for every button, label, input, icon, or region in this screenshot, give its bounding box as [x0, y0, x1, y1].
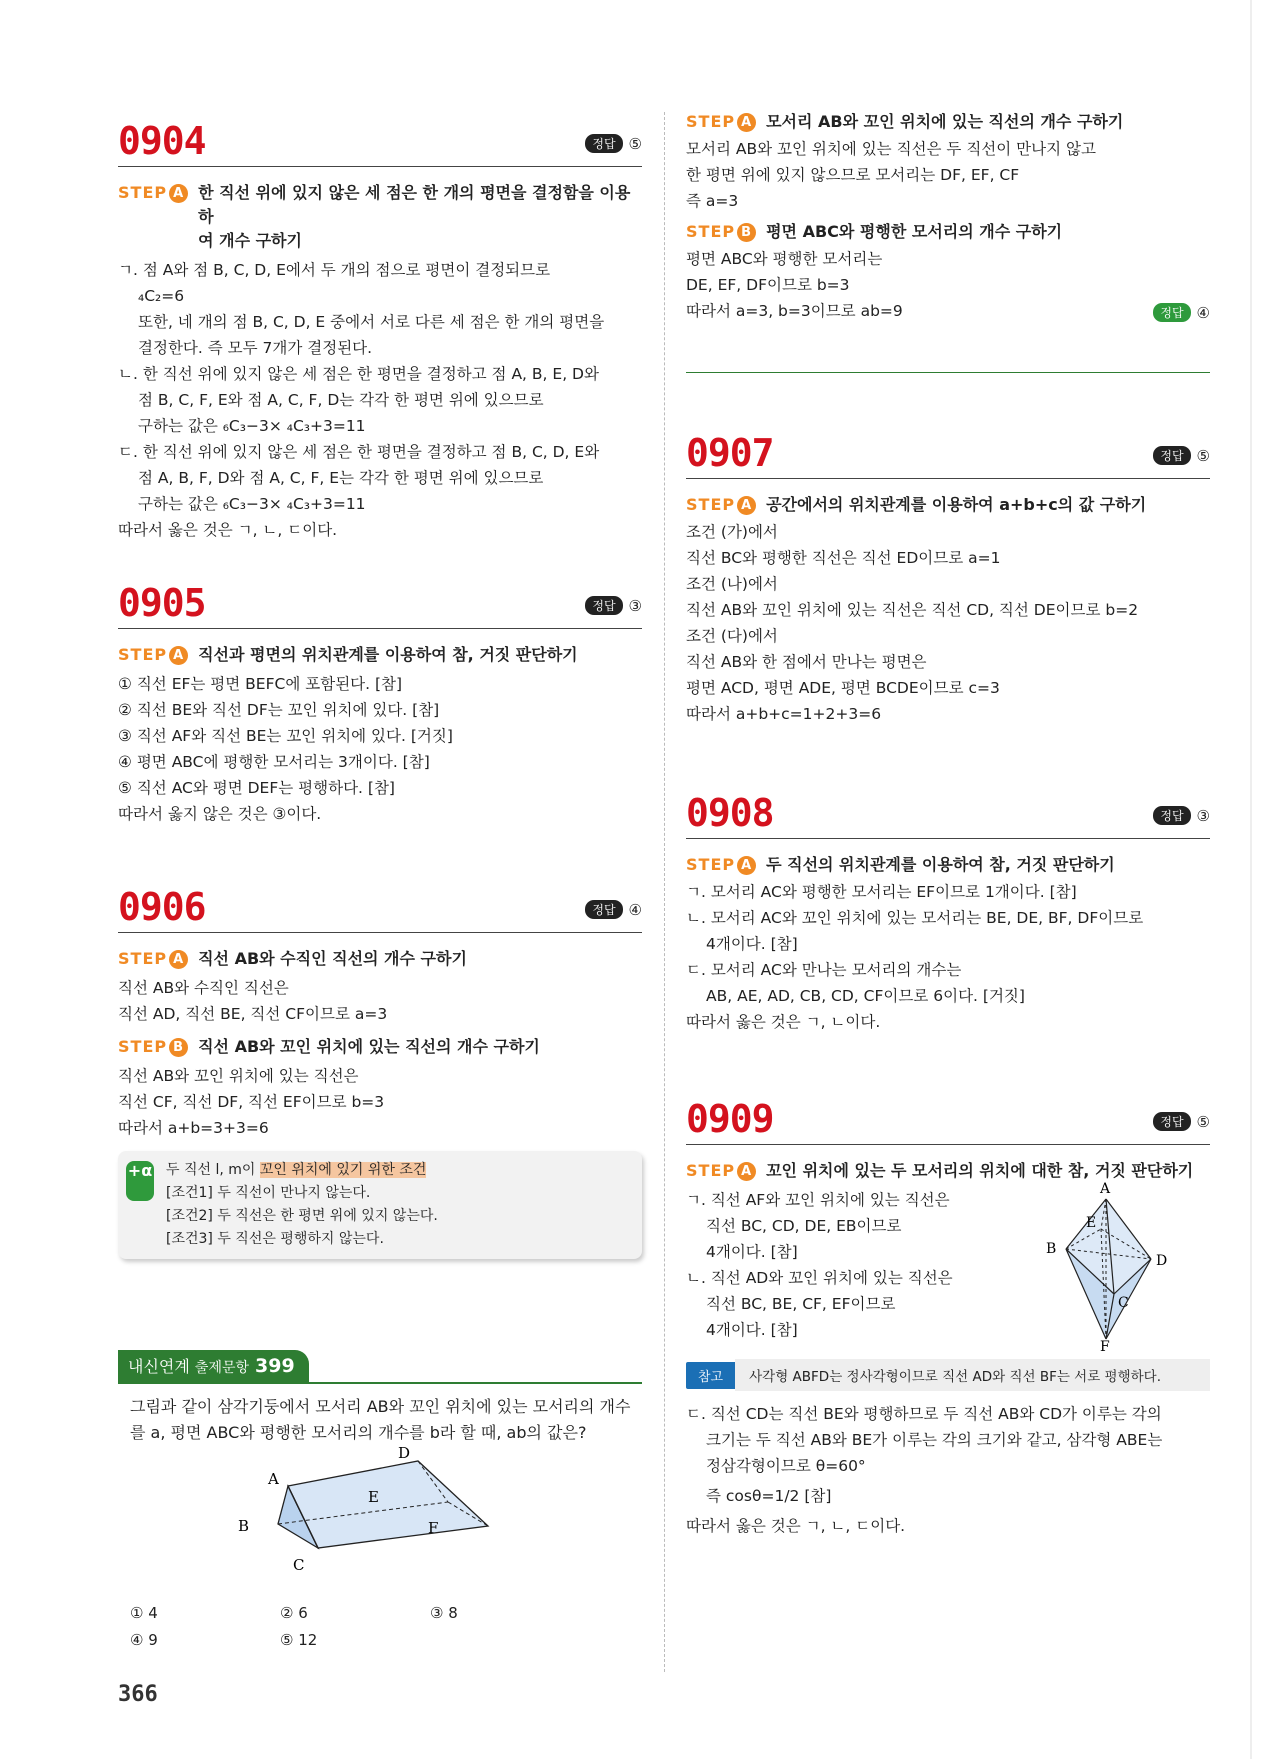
step-letter: A [737, 496, 756, 515]
solution-line: ㄱ. 모서리 AC와 평행한 모서리는 EF이므로 1개이다. [참] [686, 883, 1077, 901]
step-a [118, 643, 642, 667]
solution-line: ㄴ. 모서리 AC와 꼬인 위치에 있는 모서리는 BE, DE, BF, DF이므로 [686, 909, 1144, 927]
step-b [118, 1035, 642, 1059]
vertex-label: D [1156, 1253, 1168, 1269]
solution-line: ㄱ. 점 A와 점 B, C, D, E에서 두 개의 점으로 평면이 결정되므로 [118, 261, 551, 279]
solution-body [686, 1181, 1210, 1351]
solution-line: 즉 a=3 [686, 192, 739, 210]
answer-value: ③ [628, 596, 642, 615]
vertex-label: B [1046, 1241, 1057, 1257]
naesin-problem [118, 1350, 642, 1654]
problem-0909 [686, 1096, 1210, 1539]
step-title: 꼬인 위치에 있는 두 모서리의 위치에 대한 참, 거짓 판단하기 [766, 1161, 1194, 1180]
solution-line: 평면 ACD, 평면 ADE, 평면 BCDE이므로 c=3 [686, 679, 1000, 697]
step-a [686, 853, 1210, 877]
choice[interactable]: ① 4 [130, 1604, 158, 1622]
solution-line: 점 B, C, F, E와 점 A, C, F, D는 각각 한 평면 위에 있으므로 [138, 391, 544, 409]
solution-line: 직선 BC와 평행한 직선은 직선 ED이므로 a=1 [686, 549, 1001, 567]
solution-line: DE, EF, DF이므로 b=3 [686, 276, 850, 294]
answer [585, 596, 642, 615]
answer-badge: 정답 [585, 596, 622, 615]
step-letter: A [169, 184, 188, 203]
tip-box [118, 1151, 642, 1259]
vertex-label: F [1100, 1339, 1110, 1351]
answer [585, 134, 642, 153]
step-tag: STEP A [686, 1159, 756, 1183]
solution-line: 따라서 a+b=3+3=6 [118, 1119, 269, 1137]
answer [1153, 446, 1210, 465]
solution-line: 직선 AD, 직선 BE, 직선 CF이므로 a=3 [118, 1005, 388, 1023]
choice[interactable]: ⑤ 12 [280, 1631, 318, 1649]
solution-line: 직선 BC, BE, CF, EF이므로 [706, 1295, 896, 1313]
solution-line: 따라서 옳은 것은 ㄱ, ㄴ이다. [686, 1013, 881, 1031]
step-letter: A [737, 856, 756, 875]
problem-number: 0907 [686, 431, 774, 475]
octahedron-figure [1006, 1179, 1196, 1351]
step-letter: A [169, 646, 188, 665]
answer [585, 900, 642, 919]
step-title: 평면 ABC와 평행한 모서리의 개수 구하기 [766, 222, 1063, 241]
solution-line: AB, AE, AD, CB, CD, CF이므로 6이다. [거짓] [706, 987, 1025, 1005]
step-title: 모서리 AB와 꼬인 위치에 있는 직선의 개수 구하기 [766, 112, 1124, 131]
solution-line: ② 직선 BE와 직선 DF는 꼬인 위치에 있다. [참] [118, 701, 440, 719]
step-tag: STEP A [686, 493, 756, 517]
answer-badge: 정답 [585, 134, 622, 153]
solution-line: 평면 ABC와 평행한 모서리는 [686, 250, 883, 268]
solution-body [118, 975, 642, 1027]
solution-line: ㄷ. 직선 CD는 직선 BE와 평행하므로 두 직선 AB와 CD가 이루는 각의 [686, 1405, 1162, 1423]
solution-body [686, 136, 1210, 214]
naesin-header [118, 1350, 642, 1384]
solution-line: 크기는 두 직선 AB와 BE가 이루는 각의 크기와 같고, 삼각형 ABE는 [706, 1431, 1163, 1449]
step-title: 공간에서의 위치관계를 이용하여 a+b+c의 값 구하기 [766, 495, 1147, 514]
solution-line: ③ 직선 AF와 직선 BE는 꼬인 위치에 있다. [거짓] [118, 727, 453, 745]
solution-line: 모서리 AB와 꼬인 위치에 있는 직선은 두 직선이 만나지 않고 [686, 140, 1096, 158]
solution-body [118, 671, 642, 827]
tip-highlight: 꼬인 위치에 있기 위한 조건 [259, 1162, 427, 1178]
solution-body [686, 519, 1210, 727]
answer-badge: 정답 [1153, 303, 1190, 322]
problem-header [118, 884, 642, 933]
choice[interactable]: ② 6 [280, 1604, 308, 1622]
page-edge [1250, 0, 1252, 1759]
answer-value: ⑤ [1196, 1112, 1210, 1131]
choice[interactable]: ③ 8 [430, 1604, 458, 1622]
vertex-label: D [398, 1446, 411, 1462]
solution-line: 직선 AB와 꼬인 위치에 있는 직선은 직선 CD, 직선 DE이므로 b=2 [686, 601, 1139, 619]
step-tag: STEP A [118, 643, 188, 667]
problem-number: 0908 [686, 791, 774, 835]
step-title: 직선 AB와 수직인 직선의 개수 구하기 [198, 949, 467, 968]
step-letter: B [737, 223, 756, 242]
problem-0906 [118, 884, 642, 1259]
solution-line: 조건 (나)에서 [686, 575, 778, 593]
vertex-label: E [368, 1488, 379, 1506]
section-divider [686, 372, 1210, 373]
step-b [686, 220, 1210, 244]
solution-line: 구하는 값은 ₆C₃−3× ₄C₃+3=11 [138, 495, 366, 513]
answer-value: ③ [1196, 806, 1210, 825]
page-number: 366 [118, 1682, 158, 1707]
solution-line: ㄷ. 한 직선 위에 있지 않은 세 점은 한 평면을 결정하고 점 B, C, D, E와 [118, 443, 600, 461]
solution-body [686, 879, 1210, 1035]
answer-value: ⑤ [628, 134, 642, 153]
step-a [118, 181, 642, 253]
solution-line: 직선 AB와 한 점에서 만나는 평면은 [686, 653, 927, 671]
step-letter: A [169, 950, 188, 969]
solution-body [686, 246, 1210, 324]
problem-number: 0905 [118, 581, 206, 625]
solution-line: ⑤ 직선 AC와 평면 DEF는 평행하다. [참] [118, 779, 395, 797]
problem-0904 [118, 118, 642, 543]
step-letter: A [737, 1162, 756, 1181]
problem-header [118, 580, 642, 629]
step-letter: A [737, 113, 756, 132]
solution-line: 직선 AB와 수직인 직선은 [118, 979, 289, 997]
solution-body [118, 1063, 642, 1141]
step-tag: STEP A [686, 853, 756, 877]
step-tag: STEP B [686, 220, 756, 244]
step-tag: STEP B [118, 1035, 188, 1059]
solution-body [686, 1401, 1210, 1539]
problem-0905 [118, 580, 642, 827]
problem-header [686, 430, 1210, 479]
choice[interactable]: ④ 9 [130, 1631, 158, 1649]
tip-line: [조건3] 두 직선은 평행하지 않는다. [166, 1231, 384, 1247]
answer-badge: 정답 [585, 900, 622, 919]
step-title: 두 직선의 위치관계를 이용하여 참, 거짓 판단하기 [766, 855, 1115, 874]
solution-line: 4개이다. [참] [706, 935, 798, 953]
solution-line: 따라서 a=3, b=3이므로 ab=9 [686, 302, 903, 320]
solution-line: ㄴ. 한 직선 위에 있지 않은 세 점은 한 평면을 결정하고 점 A, B, E, D와 [118, 365, 599, 383]
solution-line: 직선 AB와 꼬인 위치에 있는 직선은 [118, 1067, 359, 1085]
triangular-prism-figure [118, 1446, 642, 1596]
solution-line: 한 평면 위에 있지 않으므로 모서리는 DF, EF, CF [686, 166, 1020, 184]
solution-line: 정삼각형이므로 θ=60° [706, 1457, 866, 1475]
problem-header [686, 790, 1210, 839]
vertex-label: E [1086, 1215, 1097, 1231]
question-text: 그림과 같이 삼각기둥에서 모서리 AB와 꼬인 위치에 있는 모서리의 개수 를 a, 평면 ABC와 평행한 모서리의 개수를 b라 할 때, ab의 값은? [130, 1397, 631, 1442]
solution-line: 4개이다. [참] [706, 1321, 798, 1339]
problem-number: 0904 [118, 119, 206, 163]
vertex-label: A [268, 1470, 279, 1488]
solution-line: ㄱ. 직선 AF와 꼬인 위치에 있는 직선은 [686, 1191, 950, 1209]
solution-line: ₄C₂=6 [138, 287, 185, 305]
solution-line: 따라서 옳은 것은 ㄱ, ㄴ, ㄷ이다. [118, 521, 338, 539]
solution-line: 따라서 옳지 않은 것은 ③이다. [118, 805, 322, 823]
tip-line: [조건2] 두 직선은 한 평면 위에 있지 않는다. [166, 1208, 438, 1224]
solution-line: 따라서 a+b+c=1+2+3=6 [686, 705, 882, 723]
vertex-label: C [1118, 1295, 1129, 1311]
problem-0907 [686, 430, 1210, 727]
step-a [118, 947, 642, 971]
tip-line: [조건1] 두 직선이 만나지 않는다. [166, 1185, 371, 1201]
naesin-solution [686, 110, 1210, 324]
choices [118, 1600, 642, 1654]
answer [1153, 806, 1210, 825]
solution-line: 조건 (가)에서 [686, 523, 778, 541]
answer-value: ④ [628, 900, 642, 919]
vertex-label: C [293, 1556, 305, 1574]
reference-text: 사각형 ABFD는 정사각형이므로 직선 AD와 직선 BF는 서로 평행하다. [735, 1359, 1210, 1391]
step-tag: STEP A [118, 181, 188, 205]
step-letter: B [169, 1038, 188, 1057]
answer-badge: 정답 [1153, 806, 1190, 825]
vertex-label: F [428, 1519, 439, 1537]
answer-badge: 정답 [1153, 446, 1190, 465]
solution-line: ④ 평면 ABC에 평행한 모서리는 3개이다. [참] [118, 753, 430, 771]
answer-value: ④ [1196, 303, 1210, 322]
step-a [686, 110, 1210, 134]
vertex-label: A [1100, 1181, 1111, 1197]
answer-badge: 정답 [1153, 1112, 1190, 1131]
problem-0908 [686, 790, 1210, 1035]
step-tag: STEP A [686, 110, 756, 134]
reference-box [686, 1359, 1210, 1391]
step-title: 직선 AB와 꼬인 위치에 있는 직선의 개수 구하기 [198, 1037, 540, 1056]
solution-line: ㄴ. 직선 AD와 꼬인 위치에 있는 직선은 [686, 1269, 953, 1287]
solution-line: 직선 BC, CD, DE, EB이므로 [706, 1217, 902, 1235]
solution-line: 결정한다. 즉 모두 7개가 결정된다. [138, 339, 373, 357]
plus-alpha-icon: +α [126, 1161, 154, 1201]
solution-line: 조건 (다)에서 [686, 627, 778, 645]
naesin-tag: 내신연계 출제문항 399 [118, 1350, 309, 1382]
problem-number: 0906 [118, 885, 206, 929]
solution-line: 점 A, B, F, D와 점 A, C, F, E는 각각 한 평면 위에 있으므로 [138, 469, 544, 487]
solution-line: 또한, 네 개의 점 B, C, D, E 중에서 서로 다른 세 점은 한 개의 평면을 [138, 313, 605, 331]
tip-title: 두 직선 l, m이 꼬인 위치에 있기 위한 조건 [166, 1162, 427, 1178]
solution-line: 직선 CF, 직선 DF, 직선 EF이므로 b=3 [118, 1093, 385, 1111]
solution-line: 즉 cosθ=1/2 [참] [706, 1487, 832, 1505]
problem-header [686, 1096, 1210, 1145]
solution-line: ㄷ. 모서리 AC와 만나는 모서리의 개수는 [686, 961, 962, 979]
column-divider [664, 112, 665, 1672]
step-title: 직선과 평면의 위치관계를 이용하여 참, 거짓 판단하기 [198, 645, 578, 664]
vertex-label: B [238, 1517, 250, 1535]
step-a [686, 493, 1210, 517]
answer [1153, 303, 1210, 322]
solution-line: ① 직선 EF는 평면 BEFC에 포함된다. [참] [118, 675, 403, 693]
solution-line: 4개이다. [참] [706, 1243, 798, 1261]
reference-badge: 참고 [686, 1362, 735, 1389]
solution-line: 따라서 옳은 것은 ㄱ, ㄴ, ㄷ이다. [686, 1517, 906, 1535]
step-title: 한 직선 위에 있지 않은 세 점은 한 개의 평면을 결정함을 이용하 여 개수 구하기 [198, 183, 631, 250]
answer-value: ⑤ [1196, 446, 1210, 465]
problem-number: 0909 [686, 1097, 774, 1141]
problem-header [118, 118, 642, 167]
step-tag: STEP A [118, 947, 188, 971]
solution-line: 구하는 값은 ₆C₃−3× ₄C₃+3=11 [138, 417, 366, 435]
solution-body [118, 257, 642, 543]
answer [1153, 1112, 1210, 1131]
